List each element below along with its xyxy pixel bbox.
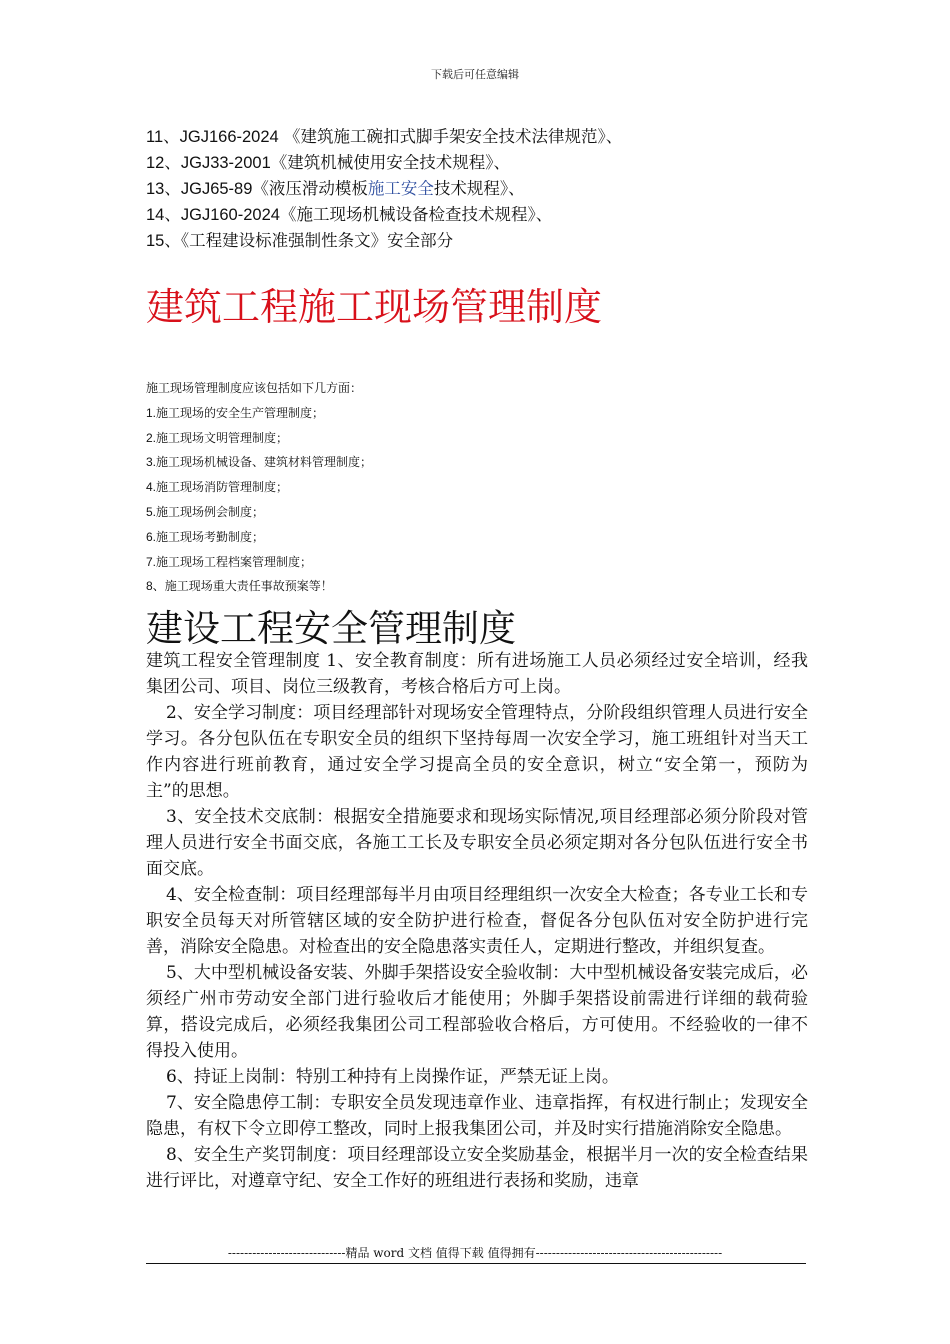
- standard-separator: 、: [164, 179, 181, 198]
- standard-title: 《施工现场机械设备检查技术规程》、: [279, 205, 553, 224]
- standard-separator: 、: [164, 231, 181, 250]
- rule-paragraph: 2、安全学习制度：项目经理部针对现场安全管理特点，分阶段组织管理人员进行安全学习。各分包队伍在专职安全员的组织下坚持每周一次安全学习，施工班组针对当天工作内容进行班前教育，通过安全学习提高全员的安全意识，树立“安全第一，预防为主”的思想。: [146, 703, 808, 801]
- list-item: [146, 525, 826, 550]
- rule-paragraph: 8、安全生产奖罚制度：项目经理部设立安全奖励基金，根据半月一次的安全检查结果进行评比，对遵章守纪、安全工作好的班组进行表扬和奖励，违章: [146, 1145, 808, 1191]
- list-item-text: 施工现场机械设备、建筑材料管理制度；: [156, 455, 373, 470]
- construction-safety-link[interactable]: 施工安全: [367, 179, 434, 198]
- list-item: [146, 450, 826, 475]
- standard-separator: 、: [164, 153, 181, 172]
- standard-number: 14: [146, 206, 165, 224]
- footer-divider: [146, 1263, 806, 1264]
- page-header: 下载后可任意编辑: [431, 68, 519, 81]
- standard-item: [146, 176, 826, 202]
- management-system-list: [146, 376, 826, 599]
- list-item: [146, 500, 826, 525]
- rule-paragraph: 4、安全检查制：项目经理部每半月由项目经理组织一次安全大检查；各专业工长和专职安全员每天对所管辖区域的安全防护进行检查，督促各分包队伍对安全防护进行完善，消除安全隐患。对检查出的安全隐患落实责任人，定期进行整改，并组织复查。: [146, 885, 808, 957]
- rule-paragraph: 7、安全隐患停工制：专职安全员发现违章作业、违章指挥，有权进行制止；发现安全隐患，有权下令立即停工整改，同时上报我集团公司，并及时实行措施消除安全隐患。: [146, 1093, 808, 1139]
- list-item-number: 4.: [146, 480, 157, 495]
- standards-list: [146, 124, 826, 254]
- standard-code: JGJ65-89: [180, 180, 253, 198]
- page-footer: -----------------------------精品 word 文档 值得下载 值得拥有----------------------------------------------: [227, 1246, 723, 1260]
- list-item-text: 施工现场文明管理制度；: [156, 430, 289, 445]
- standard-code: JGJ160-2024: [180, 206, 280, 224]
- list-lead: 施工现场管理制度应该包括如下几方面：: [146, 381, 363, 395]
- list-item-number: 6.: [146, 529, 157, 544]
- standard-item: [146, 202, 826, 228]
- rule-paragraph: 3、安全技术交底制：根据安全措施要求和现场实际情况,项目经理部必须分阶段对管理人员进行安全书面交底，各施工工长及专职安全员必须定期对各分包队伍进行安全书面交底。: [146, 807, 808, 879]
- list-item-number: 2.: [146, 430, 157, 445]
- standard-title: 《建筑施工碗扣式脚手架安全技术法律规范》、: [278, 127, 623, 146]
- standard-number: 13: [146, 180, 165, 198]
- list-item-number: 1.: [146, 405, 157, 420]
- list-item: [146, 426, 826, 451]
- list-item: [146, 401, 826, 426]
- rule-paragraph: 5、大中型机械设备安装、外脚手架搭设安全验收制：大中型机械设备安装完成后，必须经广州市劳动安全部门进行验收后才能使用；外脚手架搭设前需进行详细的载荷验算，搭设完成后，必须经我集团公司工程部验收合格后，方可使用。不经验收的一律不得投入使用。: [146, 963, 808, 1061]
- standard-item: [146, 124, 826, 150]
- standard-item: [146, 228, 826, 254]
- list-item-text: 施工现场考勤制度；: [156, 529, 265, 544]
- list-item-text: 施工现场工程档案管理制度；: [156, 554, 313, 569]
- list-item: [146, 475, 826, 500]
- list-item: [146, 574, 826, 599]
- list-item-text: 施工现场的安全生产管理制度；: [156, 405, 325, 420]
- list-item-text: 施工现场消防管理制度；: [156, 480, 289, 495]
- standard-title-rest: 技术规程》、: [433, 179, 525, 198]
- safety-rules-body: [146, 648, 808, 1194]
- list-item-number: 7.: [146, 554, 157, 569]
- standard-title: 《液压滑动模板: [252, 179, 368, 198]
- standard-title: 《工程建设标准强制性条文》安全部分: [180, 231, 454, 250]
- standard-separator: 、: [163, 127, 180, 146]
- standard-code: JGJ33-2001: [180, 154, 271, 172]
- standard-number: 15: [146, 232, 165, 250]
- list-item-number: 5.: [146, 504, 157, 519]
- list-item-text: 施工现场例会制度；: [156, 504, 265, 519]
- list-item-text: 施工现场重大责任事故预案等！: [164, 579, 333, 594]
- list-item: [146, 550, 826, 575]
- rule-paragraph: 6、持证上岗制：特别工种持有上岗操作证，严禁无证上岗。: [166, 1067, 619, 1087]
- rule-paragraph: 建筑工程安全管理制度 1、安全教育制度：所有进场施工人员必须经过安全培训，经我集团公司、项目、岗位三级教育，考核合格后方可上岗。: [146, 651, 808, 697]
- standard-code: JGJ166-2024: [179, 128, 279, 146]
- standard-item: [146, 150, 826, 176]
- standard-title: 《建筑机械使用安全技术规程》、: [270, 153, 510, 172]
- standard-separator: 、: [164, 205, 181, 224]
- list-item-number: 8、: [146, 579, 165, 594]
- site-management-title: 建筑工程施工现场管理制度: [146, 285, 603, 329]
- list-item-number: 3.: [146, 455, 157, 470]
- standard-number: 12: [146, 154, 165, 172]
- safety-management-title: 建设工程安全管理制度: [146, 607, 516, 650]
- standard-number: 11: [146, 128, 164, 146]
